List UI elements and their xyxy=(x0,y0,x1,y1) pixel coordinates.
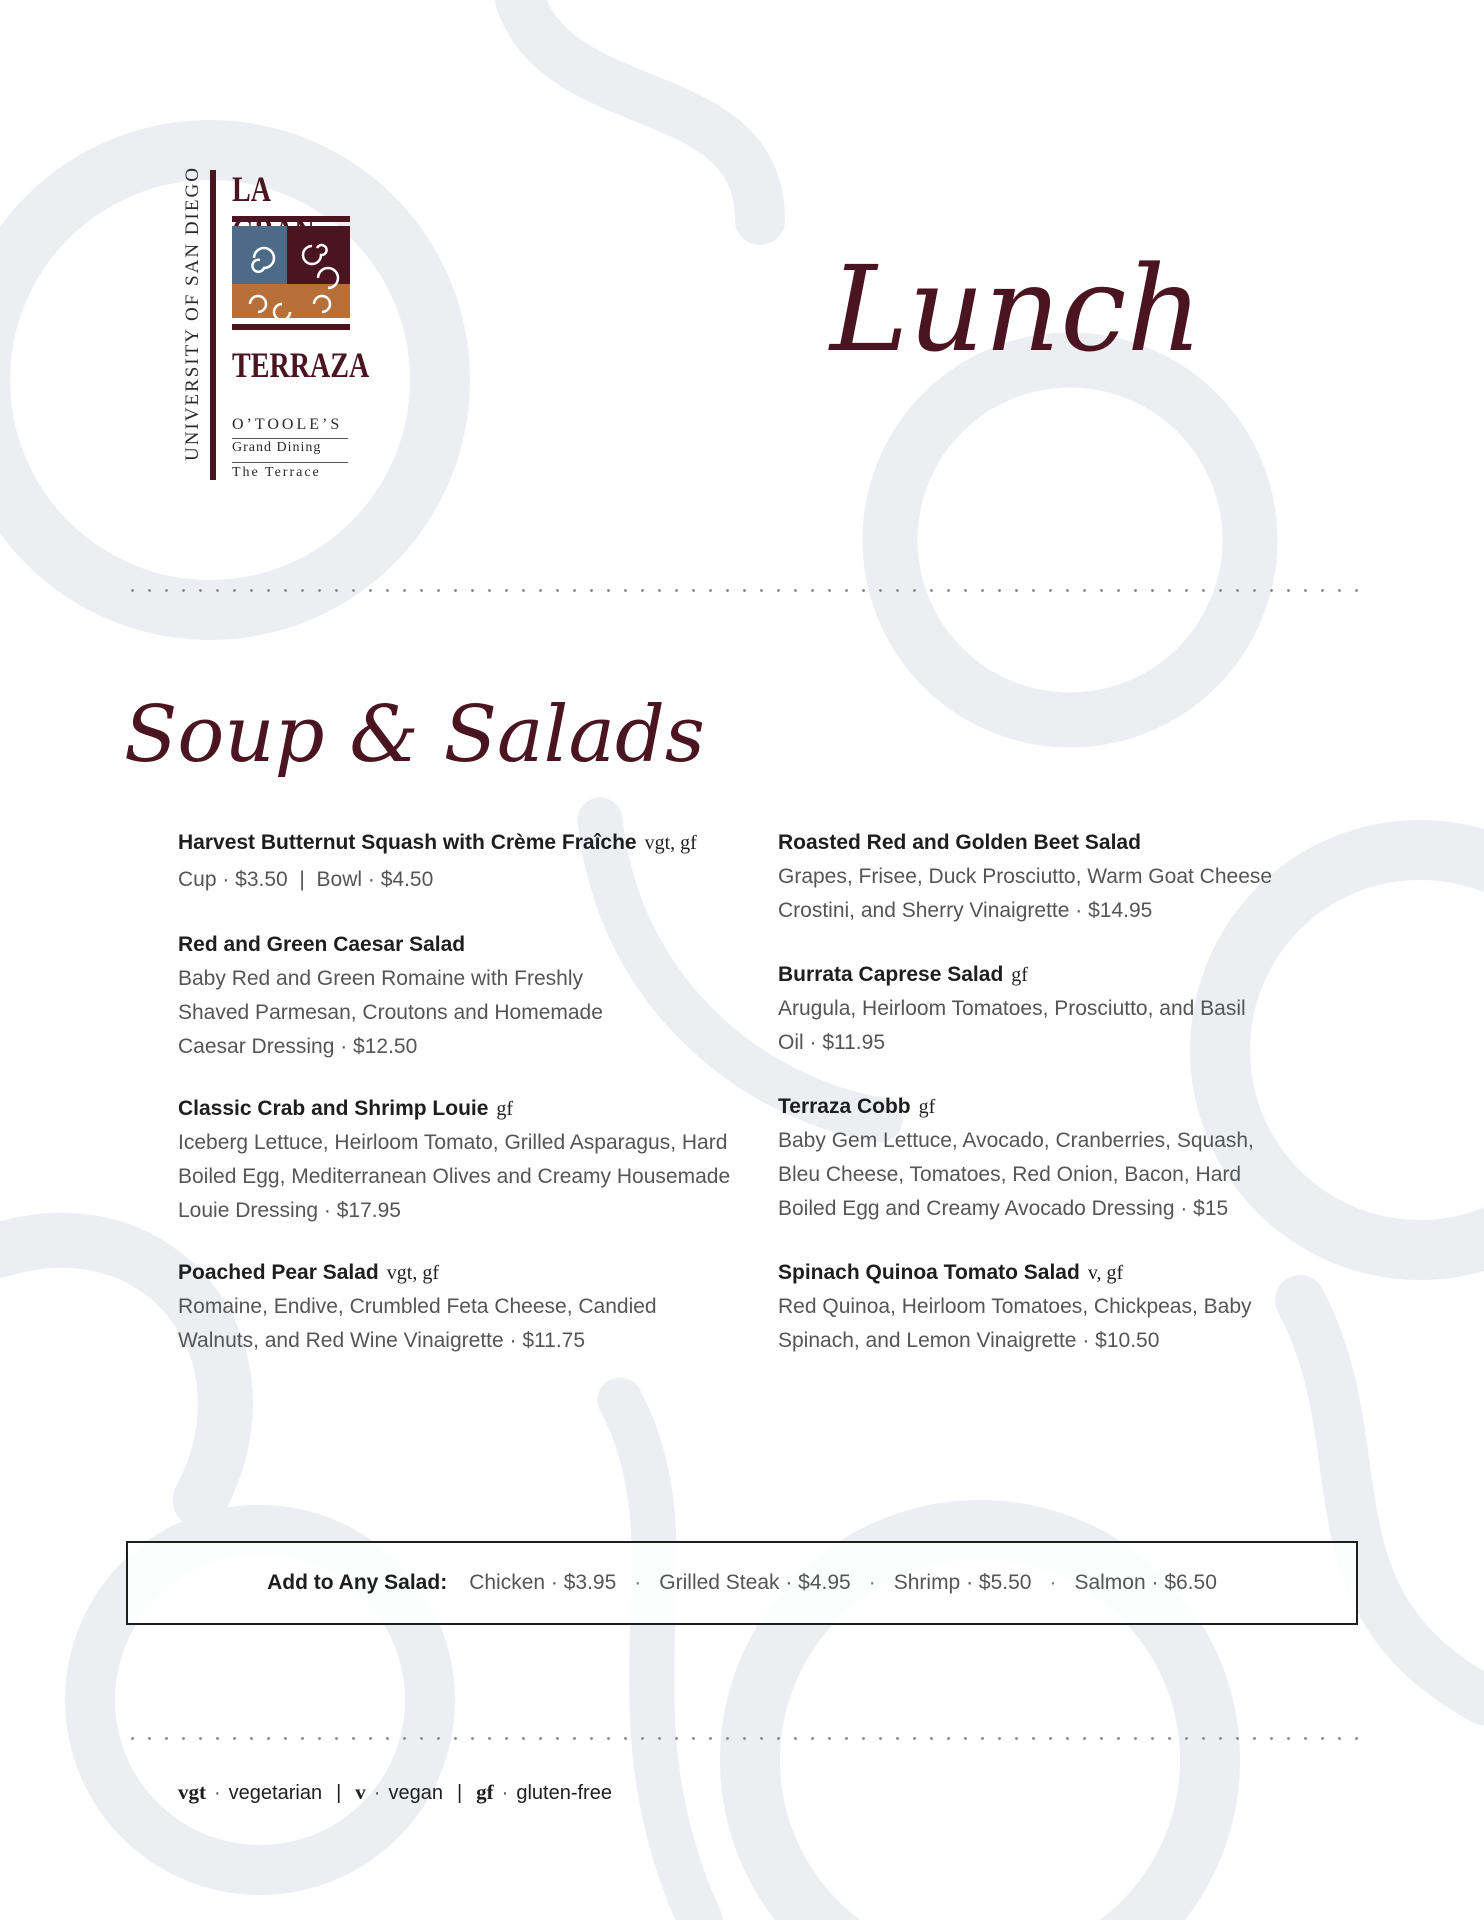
menu-item xyxy=(778,1256,1298,1358)
menu-item-name: Classic Crab and Shrimp Louie gf xyxy=(178,1097,514,1120)
separator-dot: · xyxy=(373,1782,381,1804)
dietary-legend xyxy=(178,1780,612,1805)
dotted-divider-top xyxy=(124,589,1360,592)
logo-name-top: LA xyxy=(232,169,270,209)
menu-item-price: Cup · $3.50 | Bowl · $4.50 xyxy=(178,868,434,891)
menu-item xyxy=(778,958,1258,1060)
menu-item-description: Baby Red and Green Romaine with Freshly Shaved Parmesan, Croutons and Homemade Caesar Dressing · $12.50 xyxy=(178,967,603,1058)
menu-item-description: Romaine, Endive, Crumbled Feta Cheese, Candied Walnuts, and Red Wine Vinaigrette · $11.75 xyxy=(178,1295,657,1352)
dotted-divider-bottom xyxy=(124,1737,1360,1740)
logo-vertical-bar xyxy=(210,170,216,480)
menu-item-name: Spinach Quinoa Tomato Salad v, gf xyxy=(778,1261,1124,1284)
menu-item-name: Red and Green Caesar Salad xyxy=(178,933,466,956)
separator-dot: · xyxy=(214,1782,221,1804)
menu-item-description: Arugula, Heirloom Tomatoes, Prosciutto, and Basil Oil · $11.95 xyxy=(778,997,1246,1054)
separator-dot: · xyxy=(634,1571,642,1594)
dietary-tag: gf xyxy=(496,1098,514,1120)
restaurant-logo xyxy=(170,166,370,490)
add-option-chicken: Chicken · $3.95 xyxy=(469,1571,617,1594)
legend-separator: | xyxy=(336,1782,342,1804)
logo-sub-terrace: The Terrace xyxy=(232,465,321,480)
separator-dot: · xyxy=(868,1571,876,1594)
section-title: Soup & Salads xyxy=(124,690,705,780)
separator-dot: · xyxy=(1049,1571,1057,1594)
menu-item xyxy=(778,1090,1298,1226)
menu-item xyxy=(178,1256,698,1358)
add-option-salmon: Salmon · $6.50 xyxy=(1074,1571,1217,1594)
menu-item-name: Poached Pear Salad vgt, gf xyxy=(178,1261,439,1284)
dietary-tag: vgt, gf xyxy=(386,1262,439,1284)
legend-abbr-v: v xyxy=(355,1780,366,1804)
legend-separator: | xyxy=(456,1782,463,1804)
add-to-salad-box xyxy=(126,1541,1358,1625)
menu-item-description: Red Quinoa, Heirloom Tomatoes, Chickpeas, Baby Spinach, and Lemon Vinaigrette · $10.50 xyxy=(778,1295,1252,1352)
menu-column-right xyxy=(778,826,1318,1358)
dietary-tag: gf xyxy=(1011,964,1028,986)
page-title: Lunch xyxy=(830,240,1203,378)
menu-item-name: Harvest Butternut Squash with Crème Fraîche vgt, gf xyxy=(178,831,697,854)
logo-divider xyxy=(232,462,348,463)
logo-university-text: UNIVERSITY OF SAN DIEGO xyxy=(182,166,203,461)
add-option-steak: Grilled Steak · $4.95 xyxy=(659,1571,851,1594)
menu-item xyxy=(178,1092,733,1228)
legend-label-gluten-free: gluten-free xyxy=(516,1782,612,1804)
dietary-tag: gf xyxy=(918,1096,936,1118)
legend-abbr-vgt: vgt xyxy=(178,1780,206,1804)
menu-item-name: Roasted Red and Golden Beet Salad xyxy=(778,831,1141,854)
legend-label-vegetarian: vegetarian xyxy=(228,1782,323,1804)
legend-abbr-gf: gf xyxy=(476,1780,494,1804)
menu-item xyxy=(778,826,1308,928)
logo-name-bottom: TERRAZA xyxy=(232,345,370,385)
legend-label-vegan: vegan xyxy=(388,1782,443,1804)
add-option-shrimp: Shrimp · $5.50 xyxy=(893,1571,1032,1594)
menu-item xyxy=(178,928,638,1064)
menu-column-left xyxy=(178,826,778,1358)
menu-item xyxy=(178,826,778,900)
logo-sub-otooles: O’TOOLE’S xyxy=(232,416,343,433)
add-to-salad-label: Add to Any Salad: xyxy=(267,1571,448,1594)
separator-dot: · xyxy=(501,1782,509,1804)
menu-item-name: Burrata Caprese Salad gf xyxy=(778,963,1028,986)
logo-divider xyxy=(232,438,348,439)
menu-item-name: Terraza Cobb gf xyxy=(778,1095,936,1118)
logo-sub-grand-dining: Grand Dining xyxy=(232,440,322,455)
menu-item-description: Baby Gem Lettuce, Avocado, Cranberries, Squash, Bleu Cheese, Tomatoes, Red Onion, Bacon, Hard Boiled Egg and Creamy Avocado Dressing · $15 xyxy=(778,1129,1254,1220)
dietary-tag: vgt, gf xyxy=(644,832,697,854)
menu-item-description: Grapes, Frisee, Duck Prosciutto, Warm Goat Cheese Crostini, and Sherry Vinaigrette · $14.95 xyxy=(778,865,1273,922)
logo-emblem-icon xyxy=(232,216,350,336)
menu-item-description: Iceberg Lettuce, Heirloom Tomato, Grilled Asparagus, Hard Boiled Egg, Mediterranean Olives and Creamy Housemade Louie Dressing · $17.95 xyxy=(178,1131,731,1222)
dietary-tag: v, gf xyxy=(1087,1262,1124,1284)
